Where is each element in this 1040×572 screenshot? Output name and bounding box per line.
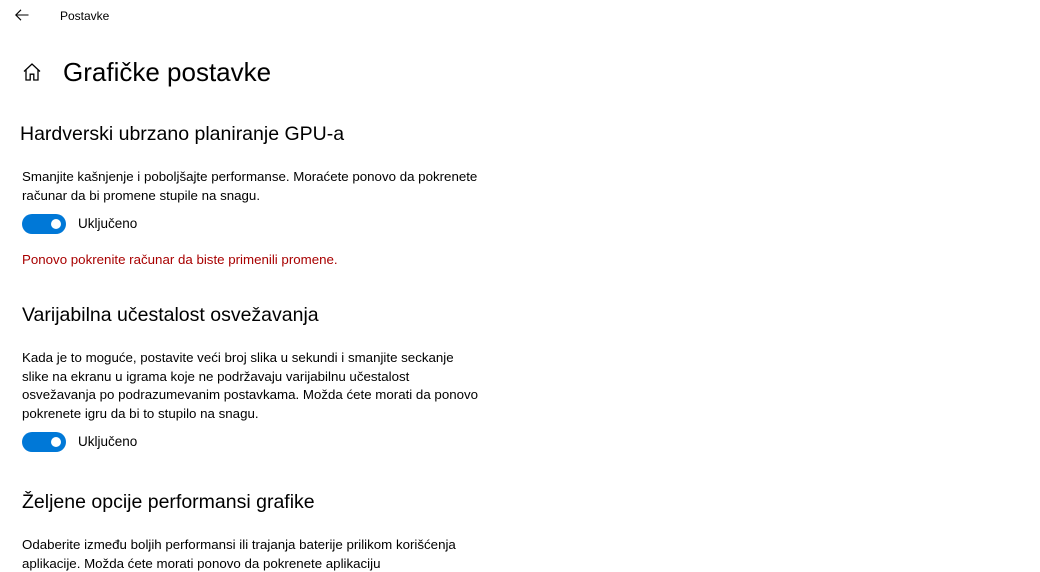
section-description-graphics-performance: Odaberite između boljih performansi ili trajanja baterije prilikom korišćenja aplikacije. Možda ćete morati ponovo da pokrenete aplikaciju — [22, 537, 456, 571]
back-button[interactable] — [8, 2, 36, 28]
gpu-scheduling-toggle[interactable] — [22, 214, 66, 234]
section-title-graphics-performance: Željene opcije performansi grafike — [22, 491, 315, 513]
title-bar — [0, 0, 1040, 32]
toggle-row-variable-refresh-rate — [22, 432, 137, 452]
toggle-label-gpu-scheduling: Uključeno — [78, 216, 138, 231]
home-icon[interactable] — [20, 60, 44, 84]
section-description-gpu-scheduling: Smanjite kašnjenje i poboljšajte performanse. Moraćete ponovo da pokrenete računar da bi promene stupile na snagu. — [22, 169, 478, 203]
toggle-row-gpu-scheduling — [22, 214, 137, 234]
page-header — [20, 54, 271, 90]
section-description-variable-refresh-rate: Kada je to moguće, postavite veći broj slika u sekundi i smanjite seckanje slike na ekranu u igrama koje ne podržavaju varijabilnu učestalost osvežavanja po podrazumevanim postavkama. Možda ćete morati da ponovo pokrenete igru da bi to stupilo na snagu. — [22, 350, 479, 421]
toggle-knob — [51, 437, 61, 447]
arrow-left-icon — [15, 9, 29, 21]
variable-refresh-rate-toggle[interactable] — [22, 432, 66, 452]
toggle-label-variable-refresh-rate: Uključeno — [78, 434, 138, 449]
toggle-knob — [51, 219, 61, 229]
app-title: Postavke — [60, 9, 110, 23]
page-title: Grafičke postavke — [63, 57, 272, 87]
restart-warning: Ponovo pokrenite računar da biste primenili promene. — [22, 252, 338, 267]
section-title-gpu-scheduling: Hardverski ubrzano planiranje GPU-a — [20, 123, 345, 145]
section-title-variable-refresh-rate: Varijabilna učestalost osvežavanja — [22, 304, 319, 326]
